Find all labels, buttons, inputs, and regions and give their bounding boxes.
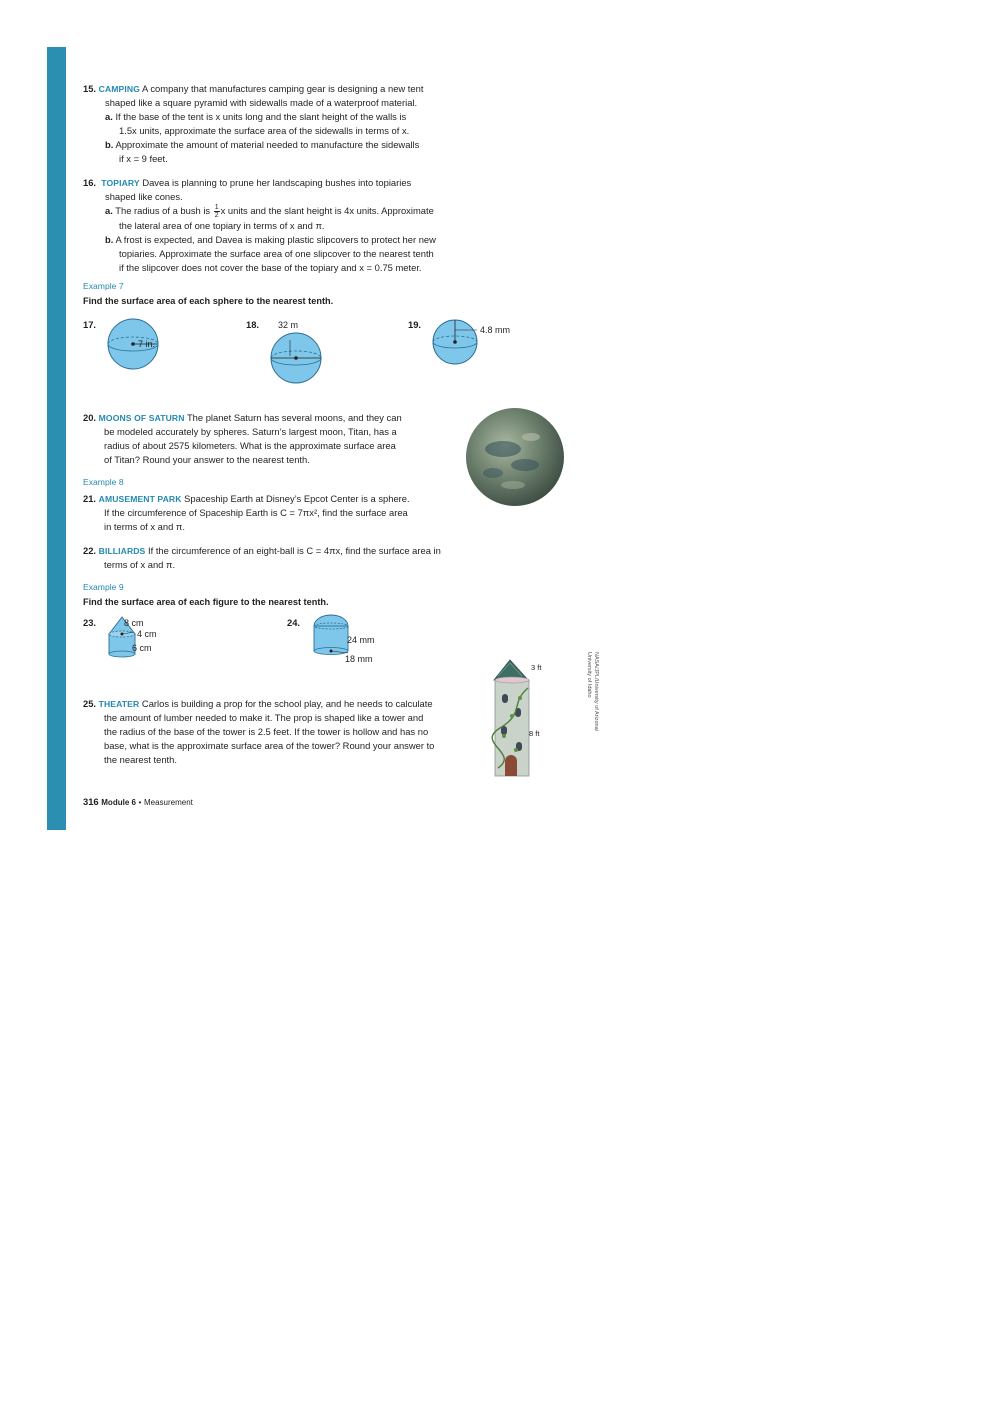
part-text: if x = 9 feet. (119, 153, 168, 164)
dim-23-slant: 8 cm (124, 618, 144, 628)
sphere-19-figure (430, 317, 486, 367)
problem-text: shaped like a square pyramid with sidewalls made of a waterproof material. (105, 97, 418, 108)
part-text: topiaries. Approximate the surface area of one slipcover to the nearest tenth (119, 248, 434, 260)
problem-25 (83, 697, 503, 767)
module-name: Module 6 (101, 798, 136, 807)
problem-text: be modeled accurately by spheres. Saturn’s largest moon, Titan, has a (104, 426, 397, 437)
problem-number-24: 24. (287, 617, 301, 628)
example-8-label: Example 8 (83, 477, 124, 487)
page-footer (83, 796, 193, 807)
page-side-bar (47, 47, 66, 830)
photo-credit: NASA/JPL/University of Arizona/ University of Idaho (586, 652, 599, 732)
cylinder-hemisphere-24-figure (311, 613, 351, 659)
problem-text: of Titan? Round your answer to the nearest tenth. (104, 454, 310, 465)
problem-keyword: CAMPING (98, 84, 140, 94)
part-text: 1.5x units, approximate the surface area of the sidewalls in terms of x. (119, 125, 410, 136)
problem-text: If the circumference of an eight-ball is C = 4πx, find the surface area in (148, 545, 441, 556)
problem-number: 15. (83, 83, 97, 94)
sphere-18-figure (268, 330, 326, 386)
part-text: if the slipcover does not cover the base of the topiary and x = 0.75 meter. (119, 262, 422, 274)
problem-text: radius of about 2575 kilometers. What is the approximate surface area (104, 440, 396, 451)
problem-number-19: 19. (408, 319, 422, 330)
sphere-18-dimension: 32 m (278, 320, 299, 330)
part-text: the lateral area of one topiary in terms of x and π. (119, 220, 325, 232)
part-label: b. (105, 139, 114, 150)
problem-16 (83, 176, 513, 275)
part-text: Approximate the amount of material needed to manufacture the sidewalls (115, 139, 420, 150)
problem-text: in terms of x and π. (104, 521, 185, 532)
problem-text: A company that manufactures camping gear is designing a new tent (142, 83, 424, 94)
problem-keyword: MOONS OF SATURN (98, 413, 185, 423)
dim-23-height: 6 cm (132, 643, 152, 653)
example-9-instruction: Find the surface area of each figure to the nearest tenth. (83, 597, 329, 607)
problem-22 (83, 544, 513, 572)
example-9-label: Example 9 (83, 582, 124, 592)
problem-text: Carlos is building a prop for the school play, and he needs to calculate (141, 698, 433, 709)
problem-text: The planet Saturn has several moons, and they can (186, 412, 402, 423)
footer-bullet: • (138, 798, 142, 807)
problem-keyword: AMUSEMENT PARK (98, 494, 182, 504)
problem-number: 20. (83, 412, 97, 423)
part-text: x units and the slant height is 4x units. Approximate (220, 205, 434, 216)
problem-keyword: THEATER (98, 699, 140, 709)
sphere-17-figure (105, 317, 165, 373)
fraction: $\frac{1}{2}$ (214, 204, 219, 220)
dim-25-height: 8 ft (529, 729, 540, 738)
example-7-label: Example 7 (83, 281, 124, 291)
problem-number-17: 17. (83, 319, 97, 330)
problem-text: Spaceship Earth at Disney’s Epcot Center is a sphere. (184, 493, 410, 504)
part-text: If the base of the tent is x units long and the slant height of the walls is (115, 111, 407, 122)
problem-text: If the circumference of Spaceship Earth is C = 7πx², find the surface area (104, 507, 408, 518)
part-label: b. (105, 234, 114, 246)
example-7-instruction: Find the surface area of each sphere to the nearest tenth. (83, 296, 334, 306)
problem-number-23: 23. (83, 617, 97, 628)
sphere-19-dimension: 4.8 mm (480, 325, 511, 335)
problem-15 (83, 82, 503, 166)
part-label: a. (105, 111, 113, 122)
problem-21 (83, 492, 483, 534)
part-label: a. (105, 205, 113, 216)
problem-text: terms of x and π. (104, 559, 176, 570)
problem-number-18: 18. (246, 319, 260, 330)
problem-number: 16. (83, 177, 97, 188)
module-topic: Measurement (143, 798, 193, 807)
problem-text: base, what is the approximate surface area of the tower? Round your answer to (104, 740, 435, 751)
part-text: A frost is expected, and Davea is making plastic slipcovers to protect her new (115, 234, 436, 246)
sphere-17-dimension: 7 in. (138, 339, 156, 349)
dim-23-radius: 4 cm (137, 629, 157, 639)
problem-text: the radius of the base of the tower is 2.5 feet. If the tower is hollow and has no (104, 726, 429, 737)
problem-20 (83, 411, 463, 467)
problem-text: the amount of lumber needed to make it. The prop is shaped like a tower and (104, 712, 424, 723)
problem-text: the nearest tenth. (104, 754, 177, 765)
problem-number: 22. (83, 545, 97, 556)
problem-number: 25. (83, 698, 97, 709)
problem-keyword: BILLIARDS (98, 546, 146, 556)
dim-25-radius: 3 ft (531, 663, 542, 672)
dim-24-height: 24 mm (347, 635, 375, 645)
page-number: 316 (83, 796, 99, 807)
dim-24-diameter: 18 mm (345, 654, 373, 664)
problem-text: Davea is planning to prune her landscaping bushes into topiaries (142, 177, 412, 188)
problem-text: shaped like cones. (105, 191, 183, 202)
problem-keyword: TOPIARY (101, 178, 140, 188)
problem-number: 21. (83, 493, 97, 504)
part-text: The radius of a bush is (115, 205, 211, 216)
